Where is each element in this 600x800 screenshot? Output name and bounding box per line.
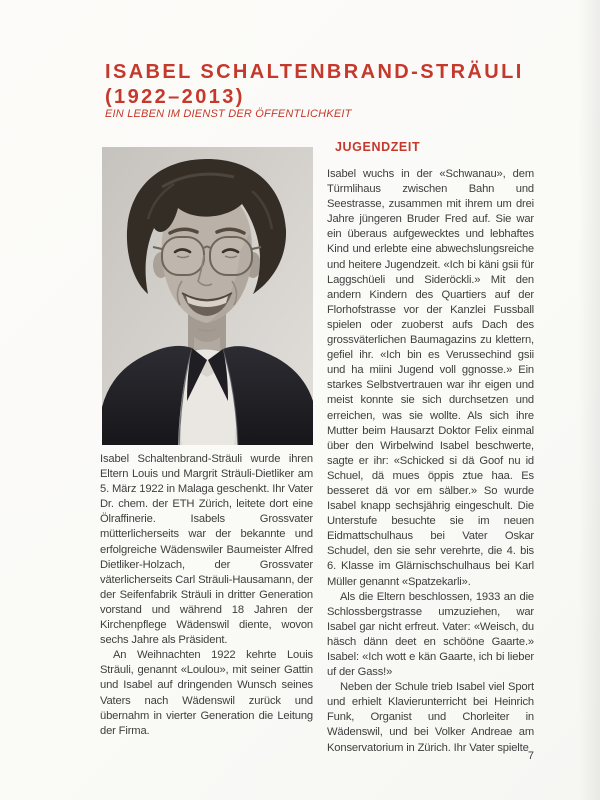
body-paragraph: An Weihnachten 1922 kehrte Louis Sträuli, genannt «Loulou», mit seiner Gattin und Isabel auf dringenden Wunsch seines Vaters nach Wädenswil zurück und übernahm in vierter Generation die Leitung der Firma. <box>100 649 313 737</box>
portrait-photo-illustration <box>102 147 313 445</box>
right-column-text <box>327 167 534 756</box>
page-title <box>105 60 524 109</box>
body-paragraph: Isabel wuchs in der «Schwanau», dem Türmlihaus zwischen Bahn und Seestrasse, zusammen mit ihrem um drei Jahre jüngeren Bruder Fred auf. Sie war ein überaus aufgewecktes und lebhaftes Kind und erlebte eine abwechslungsreiche und heitere Jugendzeit. «Ich bi käni gsii für Laggschüeli und Sideröckli.» Mit den andern Kindern des Quartiers auf der Florhofstrasse vor der Kanzlei Fussball spielen oder zuoberst aufs Dach des grossväterlichen Baumagazins zu klettern, gefiel ihr. «Ich bin es Verussechind gsii und ha miini Jugend voll ggnosse.» Ein starkes Selbstvertrauen war ihr eigen und meist konnte sie sich durchsetzen und erreichen, was sie wollte. Als sich ihre Mutter beim Hausarzt Doktor Felix einmal über den Wirbelwind Isabel beschwerte, sagte er ihr: «Schicked si dä Goof nu id Schuel, dä mues öppis ztue haa. Es besseret dä vor em sälber.» So wurde Isabel knapp sechsjährig eingeschult. Die Unterstufe besuchte sie im neuen Eidmattschulhaus bei Vater Oskar Schudel, den sie sehr verehrte, die 4. bis 6. Klasse im Glärnischschulhaus bei Karl Müller genannt «Spatzekarli». <box>327 168 534 588</box>
body-paragraph: Als die Eltern beschlossen, 1933 an die Schlossbergstrasse umzuziehen, war Isabel gar nicht erfreut. Vater: «Weisch, du häsch dänn deet en schööne Gaarte.» Isabel: «Ich wott e kän Gaarte, ich bi lieber uf der Gass!» <box>327 590 534 679</box>
portrait-photo <box>102 147 313 445</box>
page-title-line2: (1922–2013) <box>105 85 245 108</box>
body-paragraph: Isabel Schaltenbrand-Sträuli wurde ihren Eltern Louis und Margrit Sträuli-Dietliker am 5. März 1922 in Malaga geschenkt. Ihr Vater Dr. chem. der ETH Zürich, leitete dort eine Ölraffinerie. Isabels Grossvater mütterlicherseits war der bekannte und erfolgreiche Wädenswiler Baumeister Alfred Dietliker-Holzach, der Grossvater väterlicherseits Carl Sträuli-Hausamann, der der Seifenfabrik Sträuli in dritter Generation vorstand und während 18 Jahren der Kirchenpflege Wädenswil diente, wovon sechs Jahre als Präsident. <box>100 453 313 647</box>
left-column-text <box>100 452 313 739</box>
page-title-line1: ISABEL SCHALTENBRAND-STRÄULI <box>105 61 524 83</box>
page-number: 7 <box>527 750 534 762</box>
page-edge-shadow <box>578 0 600 800</box>
body-paragraph: Neben der Schule trieb Isabel viel Sport und erhielt Klavierunterricht bei Heinrich Funk, Organist und Chorleiter in Wädenswil, und bei Volker Andreae am Konservatorium in Zürich. Ihr Vater spielte <box>327 681 534 754</box>
page-subtitle: EIN LEBEN IM DIENST DER ÖFFENTLICHKEIT <box>105 108 352 120</box>
section-heading-jugendzeit: JUGENDZEIT <box>335 140 421 154</box>
